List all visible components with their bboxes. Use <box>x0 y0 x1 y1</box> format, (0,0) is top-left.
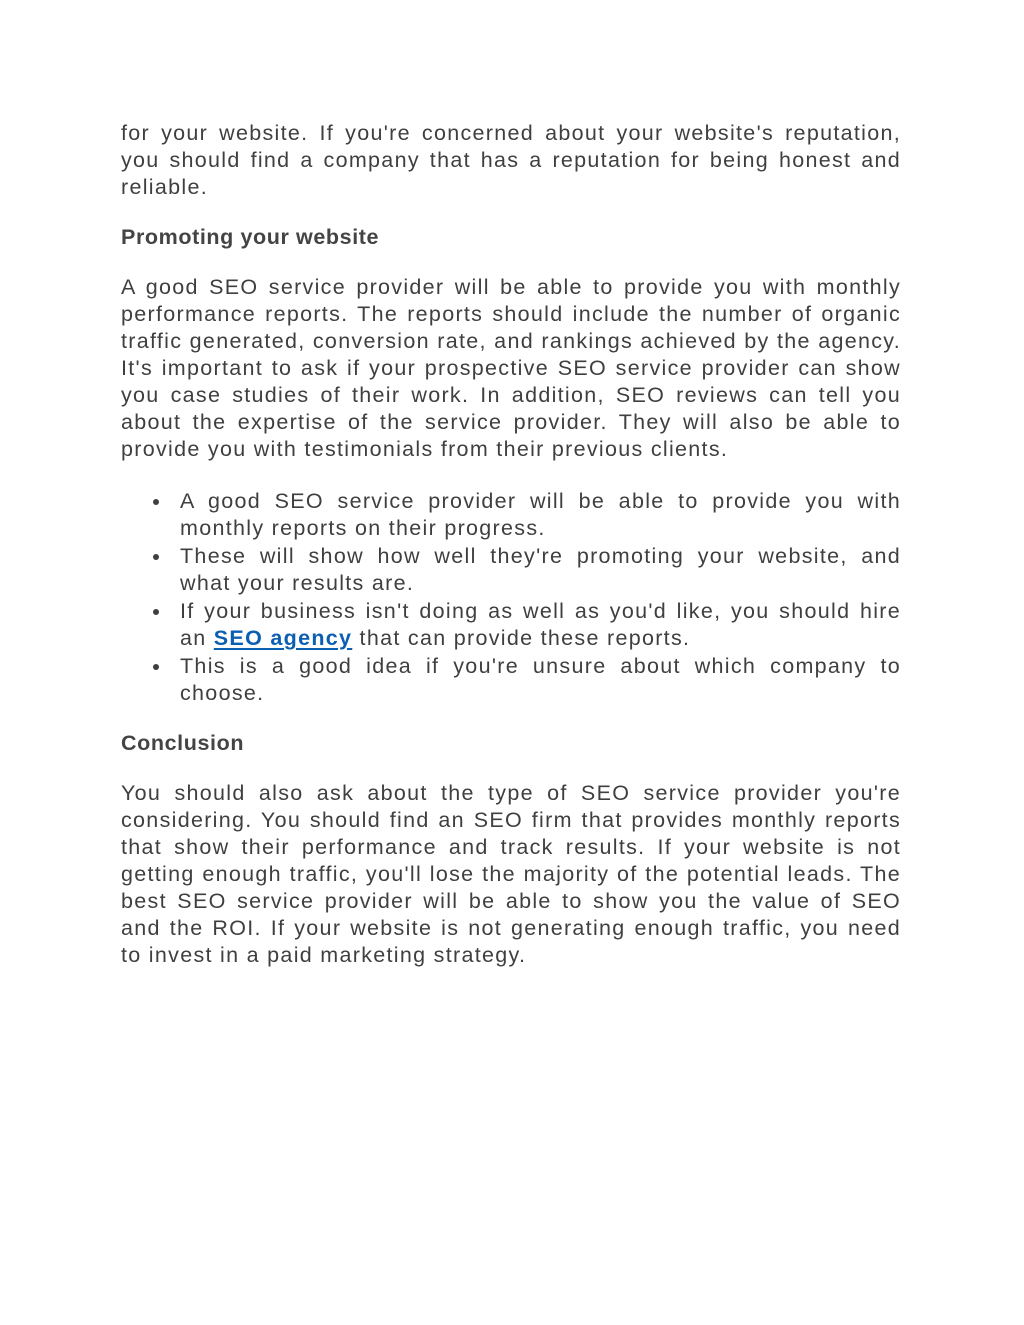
list-item-text: A good SEO service provider will be able to provide you with monthly reports on their progress. <box>180 489 901 540</box>
document-page <box>121 120 901 969</box>
list-item <box>121 598 901 652</box>
bullet-list <box>121 488 901 707</box>
list-item-text-after-link: that can provide these reports. <box>352 626 691 650</box>
bullet-icon <box>153 499 159 505</box>
bullet-icon <box>153 664 159 670</box>
bullet-icon <box>153 554 159 560</box>
section-heading-promoting: Promoting your website <box>121 225 380 249</box>
bullet-icon <box>153 609 159 615</box>
section-heading-conclusion: Conclusion <box>121 731 245 755</box>
intro-paragraph: for your website. If you're concerned about your website's reputation, you should find a company that has a reputation for being honest and reliable. <box>121 121 901 199</box>
seo-agency-link[interactable]: SEO agency <box>213 626 353 650</box>
list-item-text-before-link: If your business isn't doing as well as you'd like, you should hire an <box>180 599 901 650</box>
promoting-paragraph: A good SEO service provider will be able to provide you with monthly performance reports. The reports should include the number of organic traffic generated, conversion rate, and rankings achieved by the agency. It's important to ask if your prospective SEO service provider can show you case studies of their work. In addition, SEO reviews can tell you about the expertise of the service provider. They will also be able to provide you with testimonials from their previous clients. <box>121 275 901 461</box>
list-item-text: This is a good idea if you're unsure about which company to choose. <box>180 654 901 705</box>
conclusion-paragraph: You should also ask about the type of SEO service provider you're considering. You should find an SEO firm that provides monthly reports that show their performance and track results. If your website is not getting enough traffic, you'll lose the majority of the potential leads. The best SEO service provider will be able to show you the value of SEO and the ROI. If your website is not generating enough traffic, you need to invest in a paid marketing strategy. <box>121 781 901 967</box>
list-item <box>121 653 901 707</box>
list-item <box>121 488 901 542</box>
list-item-text: These will show how well they're promoting your website, and what your results are. <box>180 544 901 595</box>
list-item <box>121 543 901 597</box>
